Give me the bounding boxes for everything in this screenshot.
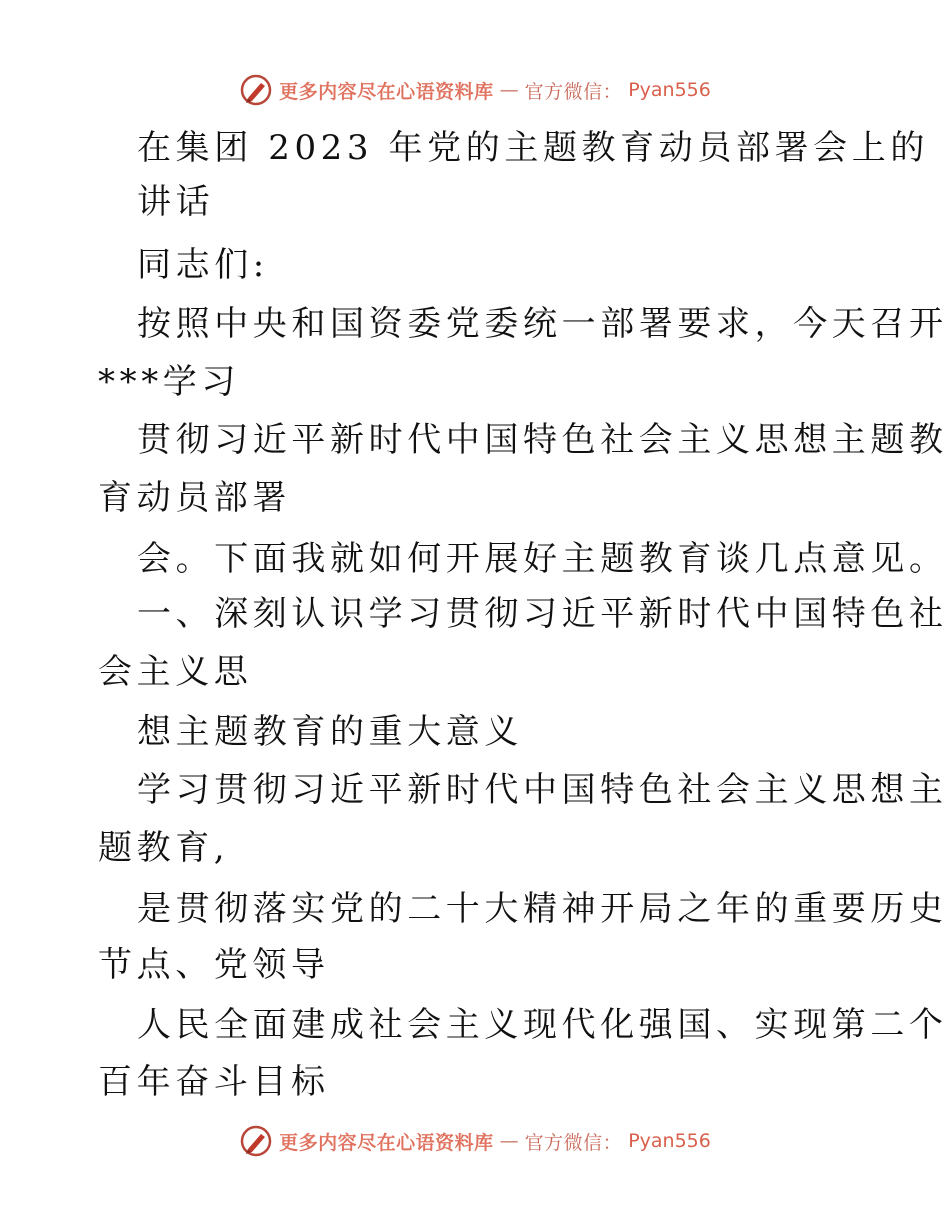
paragraph-line: 题教育, [98,828,230,868]
watermark-suffix: 官方微信： [524,80,623,103]
pen-logo-icon [239,73,273,107]
paragraph-line: 按照中央和国资委党委统一部署要求，今天召开 [137,304,948,344]
title-line-2: 讲话 [137,182,215,222]
pen-logo-icon [239,1124,273,1158]
section-heading-line: 一、深刻认识学习贯彻习近平新时代中国特色社 [137,594,948,634]
watermark-suffix: 官方微信： [524,1131,623,1154]
watermark-separator: — [499,1130,519,1152]
section-heading-line: 想主题教育的重大意义 [137,712,523,752]
paragraph-line: ***学习 [98,362,240,402]
watermark-separator: — [499,79,519,101]
watermark-account: Pyan556 [628,1130,711,1152]
watermark-title: 更多内容尽在心语资料库 [279,80,494,103]
paragraph-line: 人民全面建成社会主义现代化强国、实现第二个 [137,1005,948,1045]
footer-watermark [0,1121,950,1161]
salutation: 同志们: [137,245,269,285]
paragraph-line: 节点、党领导 [98,945,330,985]
paragraph-line: 学习贯彻习近平新时代中国特色社会主义思想主 [137,770,948,810]
section-heading-line: 会主义思 [98,652,253,692]
paragraph-line: 是贯彻落实党的二十大精神开局之年的重要历史 [137,889,948,929]
paragraph-line: 会。下面我就如何开展好主题教育谈几点意见。 [137,539,948,579]
title-line-1: 在集团 2023 年党的主题教育动员部署会上的 [137,128,929,168]
watermark-title: 更多内容尽在心语资料库 [279,1131,494,1154]
watermark-account: Pyan556 [628,79,711,101]
header-watermark [0,70,950,110]
paragraph-line: 百年奋斗目标 [98,1062,330,1102]
paragraph-line: 贯彻习近平新时代中国特色社会主义思想主题教 [137,420,948,460]
paragraph-line: 育动员部署 [98,478,291,518]
